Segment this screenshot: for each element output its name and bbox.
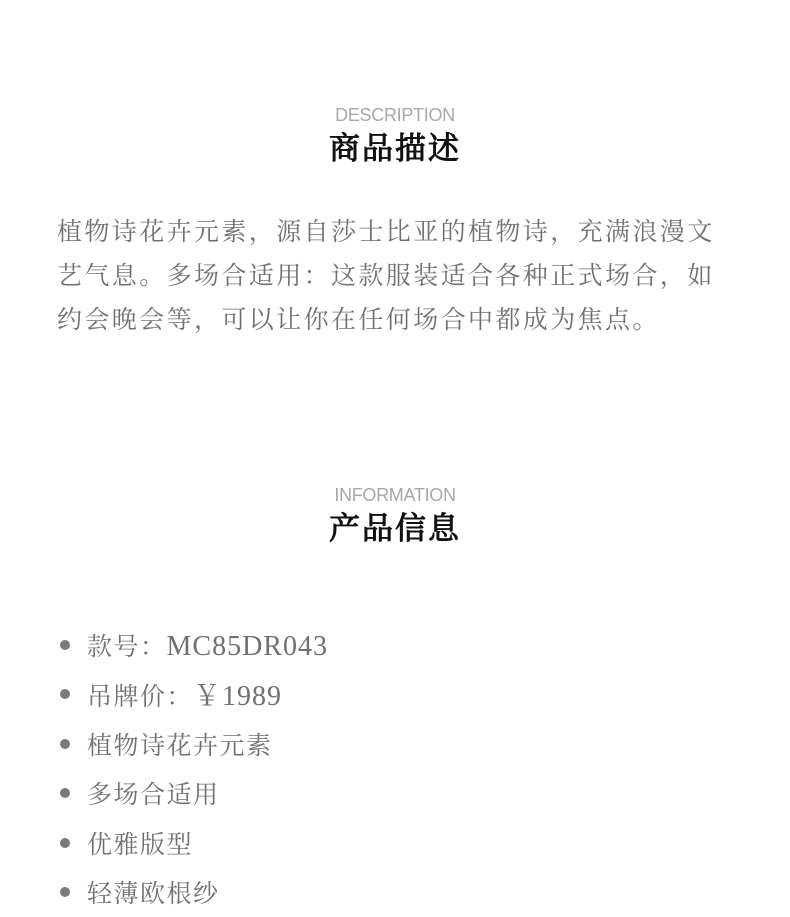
bullet-icon xyxy=(60,838,70,848)
bullet-icon xyxy=(60,887,70,897)
info-item-elegant-fit xyxy=(60,818,328,868)
bullet-icon xyxy=(60,788,70,798)
description-heading-en: DESCRIPTION xyxy=(0,105,790,125)
info-item-text: 多场合适用 xyxy=(87,775,220,811)
tag-price-value: ￥1989 xyxy=(193,681,282,712)
info-item-label: 吊牌价： xyxy=(87,682,193,711)
bullet-icon xyxy=(60,640,70,650)
info-item-multi-occasion xyxy=(60,769,328,819)
product-info-list xyxy=(60,620,328,917)
info-item-text xyxy=(87,674,282,714)
info-item-tag-price xyxy=(60,670,328,720)
info-item-text xyxy=(87,627,328,663)
description-heading: 商品描述 xyxy=(0,131,790,167)
info-item-label: 款号： xyxy=(87,632,167,661)
style-number-value: MC85DR043 xyxy=(167,631,328,662)
info-item-organza xyxy=(60,868,328,917)
description-text: 植物诗花卉元素，源自莎士比亚的植物诗，充满浪漫文艺气息。多场合适用：这款服装适合各种正式场合，如约会晚会等，可以让你在任何场合中都成为焦点。 xyxy=(57,210,735,342)
info-item-text: 优雅版型 xyxy=(87,825,193,861)
information-heading: 产品信息 xyxy=(0,511,790,547)
information-heading-en: INFORMATION xyxy=(0,485,790,505)
bullet-icon xyxy=(60,739,70,749)
bullet-icon xyxy=(60,689,70,699)
info-item-text: 植物诗花卉元素 xyxy=(87,726,273,762)
info-item-text: 轻薄欧根纱 xyxy=(87,874,220,910)
info-item-style-number xyxy=(60,620,328,670)
info-item-floral-element xyxy=(60,719,328,769)
